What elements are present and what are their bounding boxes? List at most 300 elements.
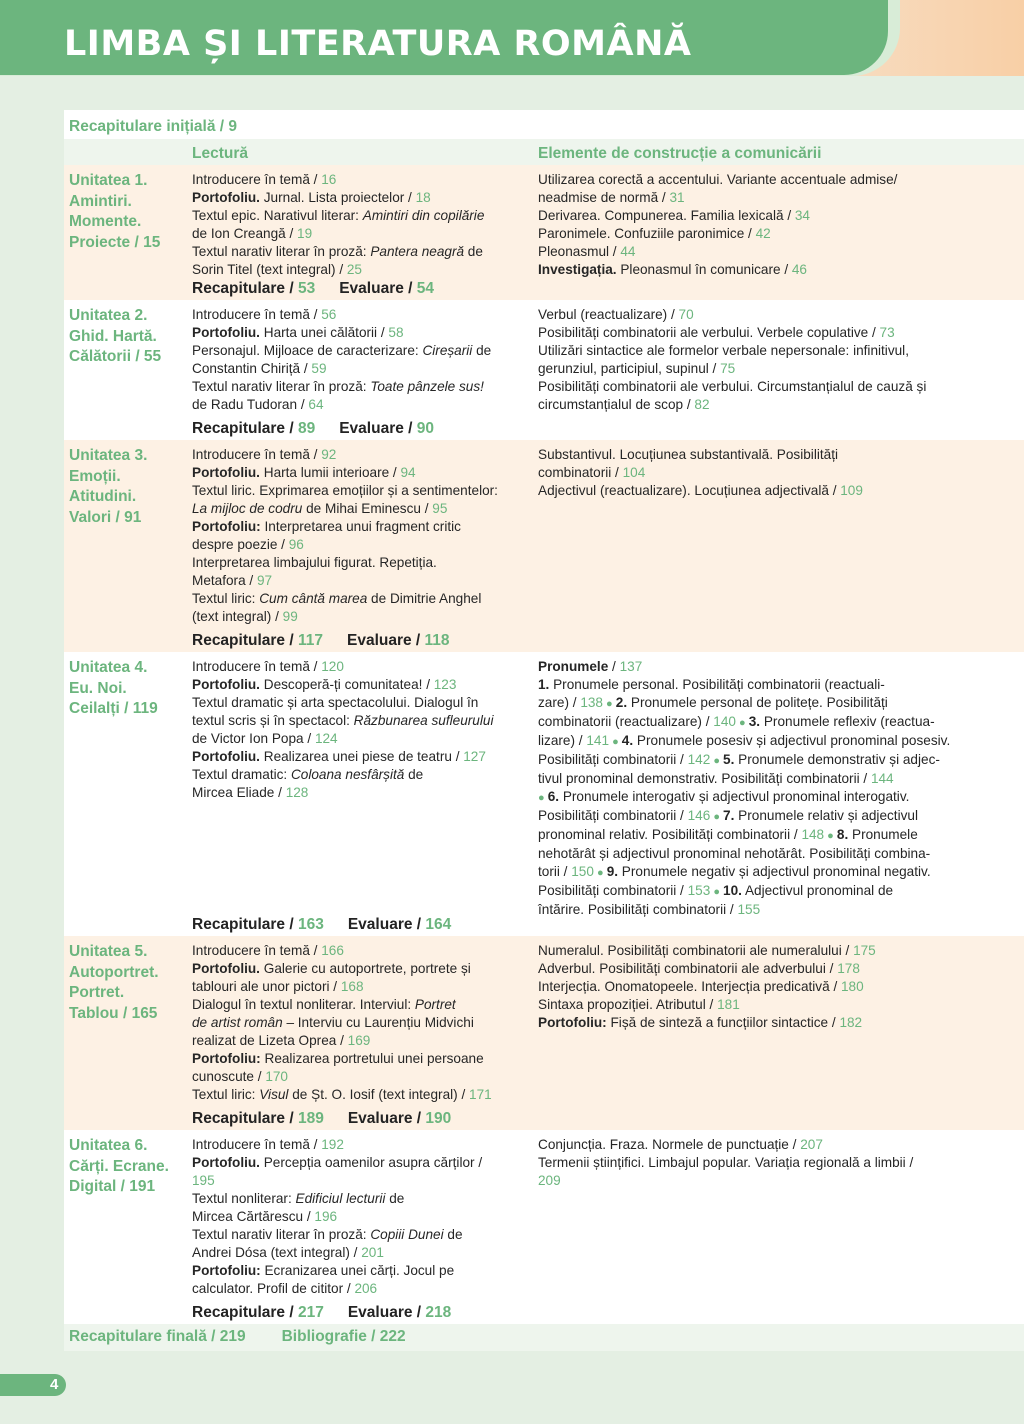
line-text: Jurnal. Lista proiectelor / (259, 190, 416, 205)
toc-line[interactable] (192, 942, 532, 960)
recap-link[interactable]: Recapitulare / 53 (192, 280, 316, 297)
line-text: Percepția oamenilor asupra cărților / (259, 1155, 483, 1170)
unit-title-line: Proiecte / 15 (69, 233, 161, 251)
page-ref: 192 (321, 1137, 344, 1152)
line-text: 1. (538, 677, 550, 692)
unit-row (64, 165, 1024, 300)
communication-column (538, 300, 1024, 440)
page-ref: 127 (463, 749, 486, 764)
unit-title-line: Eu. Noi. (69, 679, 127, 697)
page-ref: 46 (791, 262, 807, 277)
line-text: 2. (615, 695, 628, 710)
line-text: Portofoliu: (192, 1051, 261, 1066)
toc-line[interactable] (192, 261, 532, 279)
page-ref: 155 (737, 902, 761, 917)
initial-review-link[interactable]: Recapitulare inițială / 9 (69, 118, 237, 135)
page-ref: 94 (400, 465, 416, 480)
recap-link[interactable]: Recapitulare / 117 (192, 632, 323, 649)
unit-title-line: Unitatea 5. (69, 943, 148, 960)
toc-line[interactable] (538, 694, 1000, 713)
toc-line[interactable] (538, 978, 1000, 996)
bullet-icon: ● (603, 698, 616, 710)
recap-eval-line (192, 632, 450, 650)
toc-line[interactable] (192, 360, 532, 378)
line-text: Portofoliu. (192, 1155, 260, 1170)
reading-column (192, 936, 538, 1130)
toc-line[interactable] (538, 360, 1000, 378)
line-text: Cireșarii (422, 343, 473, 358)
toc-line[interactable] (538, 942, 1000, 960)
toc-line[interactable] (192, 658, 532, 676)
toc-line[interactable] (192, 171, 532, 189)
line-text: Portofoliu. (192, 749, 260, 764)
page-ref: 166 (321, 943, 344, 958)
toc-line[interactable] (538, 807, 1000, 826)
toc-line[interactable] (538, 207, 1000, 225)
toc-line[interactable] (192, 784, 532, 802)
reading-column (192, 1130, 538, 1324)
unit-title[interactable] (64, 652, 192, 936)
line-text: lizare) / (538, 733, 587, 748)
page-ref: 206 (354, 1281, 378, 1296)
line-text: Pleonasmul / (538, 244, 621, 259)
line-text: combinatorii (reactualizare) / (538, 714, 714, 729)
toc-line[interactable] (538, 996, 1000, 1014)
line-text: Textul narativ literar în proză: (192, 1227, 371, 1242)
page-ref: 31 (669, 190, 685, 205)
toc-line[interactable] (538, 751, 1000, 770)
unit-title-line: Portret. (69, 984, 125, 1001)
toc-line[interactable] (192, 1190, 532, 1208)
line-text: Dialogul în textul nonliterar. Interviul: (192, 997, 415, 1012)
toc-line[interactable] (192, 960, 532, 978)
page-ref: 120 (321, 659, 344, 674)
line-text: Introducere în temă / (192, 172, 322, 187)
page-ref: 58 (388, 325, 404, 340)
toc-line[interactable] (192, 378, 532, 396)
reading-lines (192, 1136, 532, 1298)
toc-line[interactable] (538, 732, 1000, 751)
line-text: de Radu Tudoran / (192, 397, 309, 412)
bullet-icon: ● (735, 717, 749, 729)
line-text: Pronumele personal. Posibilități combinatorii (reactuali- (549, 677, 885, 692)
unit-title-line: Unitatea 1. (69, 172, 148, 189)
toc-line[interactable] (538, 261, 1000, 279)
page-number: 4 (50, 1376, 59, 1393)
line-text: Toate pânzele sus! (370, 379, 484, 394)
line-text: Coloana nesfârșită (290, 767, 405, 782)
page-ref: 178 (837, 961, 860, 976)
toc-line[interactable] (538, 1014, 1000, 1032)
line-text: Textul liric: (192, 1087, 260, 1102)
line-text: Portofoliu. (192, 677, 260, 692)
line-text: gerunziul, participiul, supinul / (538, 361, 721, 376)
toc-line[interactable] (192, 694, 532, 712)
line-text: despre poezie / (192, 537, 289, 552)
page-ref: 150 (571, 864, 594, 879)
page-ref: 180 (841, 979, 864, 994)
line-text: de (464, 244, 483, 259)
line-text: Textul nonliterar: (192, 1191, 296, 1206)
eval-link[interactable]: Evaluare / 54 (339, 280, 435, 297)
page-ref: 19 (297, 226, 313, 241)
page-ref: 44 (620, 244, 636, 259)
toc-line[interactable] (192, 572, 532, 590)
communication-lines (538, 446, 1000, 500)
line-text: Pronumele relativ și adjectivul (734, 808, 918, 823)
line-text: Harta lumii interioare / (259, 465, 401, 480)
toc-line[interactable] (192, 500, 532, 518)
toc-line[interactable] (538, 676, 1000, 694)
line-text: Portofoliu. (192, 465, 260, 480)
toc-line[interactable] (538, 189, 1000, 207)
toc-line[interactable] (192, 1136, 532, 1154)
line-text: Copiii Dunei (370, 1227, 444, 1242)
toc-line[interactable] (538, 243, 1000, 261)
line-text: cunoscute / (192, 1069, 266, 1084)
toc-line[interactable] (192, 554, 532, 572)
line-text: Utilizări sintactice ale formelor verbale nepersonale: infinitivul, (538, 343, 909, 358)
page-ref: 18 (415, 190, 431, 205)
toc-line[interactable] (538, 826, 1000, 845)
line-text: Galerie cu autoportrete, portrete și (259, 961, 471, 976)
line-text: Personajul. Mijloace de caracterizare: (192, 343, 423, 358)
page-ref: 196 (314, 1209, 338, 1224)
eval-link[interactable]: Evaluare / 164 (347, 916, 452, 933)
line-text: Pleonasmul în comunicare / (616, 262, 792, 277)
line-text: Introducere în temă / (192, 943, 322, 958)
line-text: calculator. Profil de cititor / (192, 1281, 355, 1296)
unit-title-line: Valori / 91 (69, 508, 142, 526)
unit-title-line: Atitudini. (69, 488, 137, 505)
page-ref: 104 (622, 465, 646, 480)
final-review-link[interactable]: Recapitulare finală / 219 (69, 1328, 246, 1345)
line-text: Cum cântă marea (259, 591, 368, 606)
toc-line[interactable] (538, 378, 1000, 396)
toc-line[interactable] (192, 1244, 532, 1262)
page-ref: 82 (694, 397, 710, 412)
line-text: Introducere în temă / (192, 447, 322, 462)
page-ref: 92 (321, 447, 337, 462)
page-title: LIMBA ȘI LITERATURA ROMÂNĂ (64, 24, 692, 64)
line-text: (text integral) / (192, 609, 283, 624)
toc-line[interactable] (538, 225, 1000, 243)
page-ref: 170 (265, 1069, 288, 1084)
toc-line[interactable] (192, 608, 532, 626)
unit-title[interactable] (64, 1130, 192, 1324)
line-text: tablouri ale unor pictori / (192, 979, 341, 994)
page-ref: 207 (800, 1137, 823, 1152)
page-ref: 181 (717, 997, 740, 1012)
toc-line[interactable] (538, 901, 1000, 919)
bullet-icon: ● (710, 811, 724, 823)
line-text: Răzbunarea sufleurului (353, 713, 494, 728)
reading-lines (192, 306, 532, 414)
toc-line[interactable] (192, 536, 532, 554)
line-text: Termenii științifici. Limbajul popular. Variația regională a limbii / (538, 1155, 914, 1170)
line-text: Textul epic. Narativul literar: (192, 208, 363, 223)
line-text: Verbul (reactualizare) / (538, 307, 679, 322)
communication-column (538, 652, 1024, 936)
line-text: de Șt. O. Iosif (text integral) / (288, 1087, 470, 1102)
line-text: Textul dramatic și arta spectacolului. Dialogul în (192, 695, 479, 710)
line-text: realizat de Lizeta Oprea / (192, 1033, 348, 1048)
final-row (64, 1324, 1024, 1351)
toc-line[interactable] (192, 518, 532, 536)
line-text: Investigația. (538, 262, 617, 277)
page-ref: 124 (314, 731, 338, 746)
recap-eval-line (192, 916, 451, 934)
toc-line[interactable] (192, 766, 532, 784)
line-text: Introducere în temă / (192, 307, 322, 322)
toc-line[interactable] (538, 882, 1000, 901)
line-text: torii / (538, 864, 572, 879)
toc-line[interactable] (192, 676, 532, 694)
toc-line[interactable] (192, 207, 532, 225)
line-text: Posibilități combinatorii / (538, 752, 688, 767)
line-text: Textul dramatic: (192, 767, 291, 782)
toc-line[interactable] (192, 324, 532, 342)
line-text: Adjectivul pronominal de (741, 883, 894, 898)
toc-line[interactable] (538, 482, 1000, 500)
line-text: Pronumele reflexiv (reactua- (760, 714, 935, 729)
line-text: pronominal relativ. Posibilități combinatorii / (538, 827, 802, 842)
unit-title-line: Cărți. Ecrane. (69, 1157, 169, 1175)
recap-link[interactable]: Recapitulare / 217 (192, 1304, 324, 1321)
unit-title[interactable] (64, 165, 192, 300)
unit-title-line: Autoportret. (69, 963, 159, 981)
unit-title-line: Ghid. Hartă. (69, 327, 157, 345)
toc-line[interactable] (192, 1050, 532, 1068)
column-header-communication: Elemente de construcție a comunicării (538, 145, 822, 162)
reading-column (192, 440, 538, 652)
unit-title-line: Emoții. (69, 467, 121, 485)
line-text: Amintiri din copilărie (362, 208, 485, 223)
line-text: Realizarea portretului unei persoane (260, 1051, 484, 1066)
line-text: Pronumele negativ și adjectivul pronominal negativ. (618, 864, 931, 879)
page-ref: 34 (794, 208, 810, 223)
line-text: 5. (723, 752, 735, 767)
page-ref: 70 (678, 307, 694, 322)
toc-line[interactable] (192, 1208, 532, 1226)
bullet-icon: ● (710, 755, 724, 767)
unit-title-line: Digital / 191 (69, 1178, 156, 1195)
page-ref: 144 (870, 771, 894, 786)
line-text: de (472, 343, 492, 358)
line-text: de Ion Creangă / (192, 226, 298, 241)
page-ref: 59 (311, 361, 327, 376)
toc-line[interactable] (192, 1086, 532, 1104)
line-text: tivul pronominal demonstrativ. Posibilități combinatorii / (538, 771, 871, 786)
page-ref: 97 (256, 573, 273, 588)
unit-row (64, 440, 1024, 652)
communication-lines (538, 658, 1000, 919)
toc-line[interactable] (538, 770, 1000, 788)
toc-line[interactable] (192, 396, 532, 414)
toc-line[interactable] (538, 1136, 1000, 1154)
toc-line[interactable] (192, 590, 532, 608)
toc-line[interactable] (538, 1154, 1000, 1172)
page-ref: 140 (713, 714, 736, 729)
line-text: Constantin Chiriță / (192, 361, 312, 376)
toc-line[interactable] (538, 324, 1000, 342)
unit-title[interactable] (64, 936, 192, 1130)
toc-line[interactable] (192, 978, 532, 996)
recap-eval-line (192, 420, 434, 438)
page-ref: 95 (432, 501, 448, 516)
toc-line[interactable] (538, 1172, 1000, 1190)
toc-line[interactable] (538, 863, 1000, 882)
toc-line[interactable] (192, 1262, 532, 1280)
page-ref: 73 (879, 325, 895, 340)
unit-title[interactable] (64, 300, 192, 440)
page-ref: 168 (340, 979, 364, 994)
toc-line[interactable] (192, 748, 532, 766)
toc-line[interactable] (538, 713, 1000, 732)
unit-row (64, 652, 1024, 936)
toc-line[interactable] (538, 171, 1000, 189)
toc-line[interactable] (538, 396, 1000, 414)
line-text: – Interviu cu Laurențiu Midvichi (282, 1015, 474, 1030)
bullet-icon: ● (824, 830, 837, 842)
line-text: de artist român (192, 1015, 283, 1030)
toc-line[interactable] (192, 342, 532, 360)
toc-line[interactable] (192, 1154, 532, 1172)
recap-link[interactable]: Recapitulare / 89 (192, 420, 316, 437)
toc-line[interactable] (192, 306, 532, 324)
line-text: Portofoliu: (192, 1263, 261, 1278)
page-ref: 142 (687, 752, 711, 767)
line-text: Adverbul. Posibilități combinatorii ale adverbului / (538, 961, 838, 976)
line-text: Introducere în temă / (192, 659, 322, 674)
toc-line[interactable] (192, 225, 532, 243)
toc-line[interactable] (192, 446, 532, 464)
line-text: Interpretarea limbajului figurat. Repetiția. (192, 555, 437, 570)
eval-link[interactable]: Evaluare / 190 (347, 1110, 452, 1127)
page-ref: 16 (321, 172, 337, 187)
page-number-tab (0, 1374, 66, 1396)
page-ref: 96 (288, 537, 304, 552)
page-ref: 138 (580, 695, 603, 710)
toc-line[interactable] (192, 1280, 532, 1298)
line-text: Textul liric. Exprimarea emoțiilor și a sentimentelor: (192, 483, 498, 498)
page-ref: 99 (282, 609, 298, 624)
line-text: 4. (621, 733, 634, 748)
toc-line[interactable] (538, 845, 1000, 863)
communication-lines (538, 171, 1000, 279)
line-text: Harta unei călătorii / (259, 325, 389, 340)
toc-line[interactable] (192, 730, 532, 748)
line-text: Derivarea. Compunerea. Familia lexicală / (538, 208, 795, 223)
recap-eval-line (192, 1110, 451, 1128)
line-text: 8. (836, 827, 849, 842)
line-text: Visul (259, 1087, 289, 1102)
line-text: 7. (723, 808, 735, 823)
line-text: întărire. Posibilități combinatorii / (538, 902, 738, 917)
toc-line[interactable] (192, 1032, 532, 1050)
page-ref: 137 (619, 659, 643, 674)
toc-line[interactable] (192, 996, 532, 1014)
eval-link[interactable]: Evaluare / 90 (339, 420, 435, 437)
page-ref: 42 (755, 226, 771, 241)
page-ref: 175 (853, 943, 876, 958)
line-text: Ecranizarea unei cărți. Jocul pe (260, 1263, 455, 1278)
toc-line[interactable] (192, 1068, 532, 1086)
toc-line[interactable] (538, 788, 1000, 807)
communication-lines (538, 1136, 1000, 1190)
line-text: Pronumele (538, 659, 609, 674)
recap-eval-line (192, 280, 434, 298)
toc-line[interactable] (192, 1172, 532, 1190)
toc-line[interactable] (192, 712, 532, 730)
line-text: zare) / (538, 695, 581, 710)
line-text: 9. (606, 864, 619, 879)
page-ref: 123 (433, 677, 457, 692)
line-text: Posibilități combinatorii ale verbului. Verbele copulative / (538, 325, 880, 340)
line-text: Pronumele interogativ și adjectivul pronominal interogativ. (559, 789, 910, 804)
line-text: Conjuncția. Fraza. Normele de punctuație / (538, 1137, 801, 1152)
column-header-row (64, 139, 1024, 165)
line-text: Pronumele personal de politețe. Posibilități (627, 695, 888, 710)
page-ref: 148 (801, 827, 825, 842)
line-text: de (443, 1227, 463, 1242)
toc-line[interactable] (192, 1226, 532, 1244)
unit-title[interactable] (64, 440, 192, 652)
line-text: Textul liric: (192, 591, 260, 606)
page-ref: 182 (839, 1015, 863, 1030)
toc-line[interactable] (192, 243, 532, 261)
page-ref: 171 (469, 1087, 492, 1102)
page-ref: 64 (308, 397, 324, 412)
unit-row (64, 300, 1024, 440)
toc-line[interactable] (192, 464, 532, 482)
line-text: Pronumele (848, 827, 918, 842)
unit-title-line: Ceilalți / 119 (69, 700, 158, 717)
recap-link[interactable]: Recapitulare / 163 (192, 916, 324, 933)
line-text: Pronumele posesiv și adjectivul pronominal posesiv. (633, 733, 951, 748)
line-text: Posibilități combinatorii / (538, 883, 688, 898)
line-text: Portret (414, 997, 456, 1012)
eval-link[interactable]: Evaluare / 118 (346, 632, 450, 649)
bibliography-link[interactable]: Bibliografie / 222 (281, 1328, 406, 1345)
page-ref: 128 (285, 785, 309, 800)
recap-link[interactable]: Recapitulare / 189 (192, 1110, 324, 1127)
toc-line[interactable] (192, 482, 532, 500)
unit-title-line: Momente. (69, 213, 142, 230)
toc-line[interactable] (538, 342, 1000, 360)
line-text: Mircea Cărtărescu / (192, 1209, 315, 1224)
eval-link[interactable]: Evaluare / 218 (347, 1304, 452, 1321)
reading-lines (192, 942, 532, 1104)
toc-line[interactable] (538, 464, 1000, 482)
toc-line[interactable] (538, 658, 1000, 676)
communication-column (538, 936, 1024, 1130)
reading-column (192, 652, 538, 936)
unit-row (64, 936, 1024, 1130)
toc-line[interactable] (538, 446, 1000, 464)
page-ref: 153 (687, 883, 711, 898)
page-ref: 25 (346, 262, 362, 277)
toc-line[interactable] (192, 189, 532, 207)
reading-column (192, 165, 538, 300)
line-text: Descoperă-ți comunitatea! / (259, 677, 434, 692)
toc-line[interactable] (538, 960, 1000, 978)
communication-lines (538, 942, 1000, 1032)
toc-line[interactable] (192, 1014, 532, 1032)
line-text: Posibilități combinatorii / (538, 808, 688, 823)
line-text: Metafora / (192, 573, 257, 588)
toc-line[interactable] (538, 306, 1000, 324)
